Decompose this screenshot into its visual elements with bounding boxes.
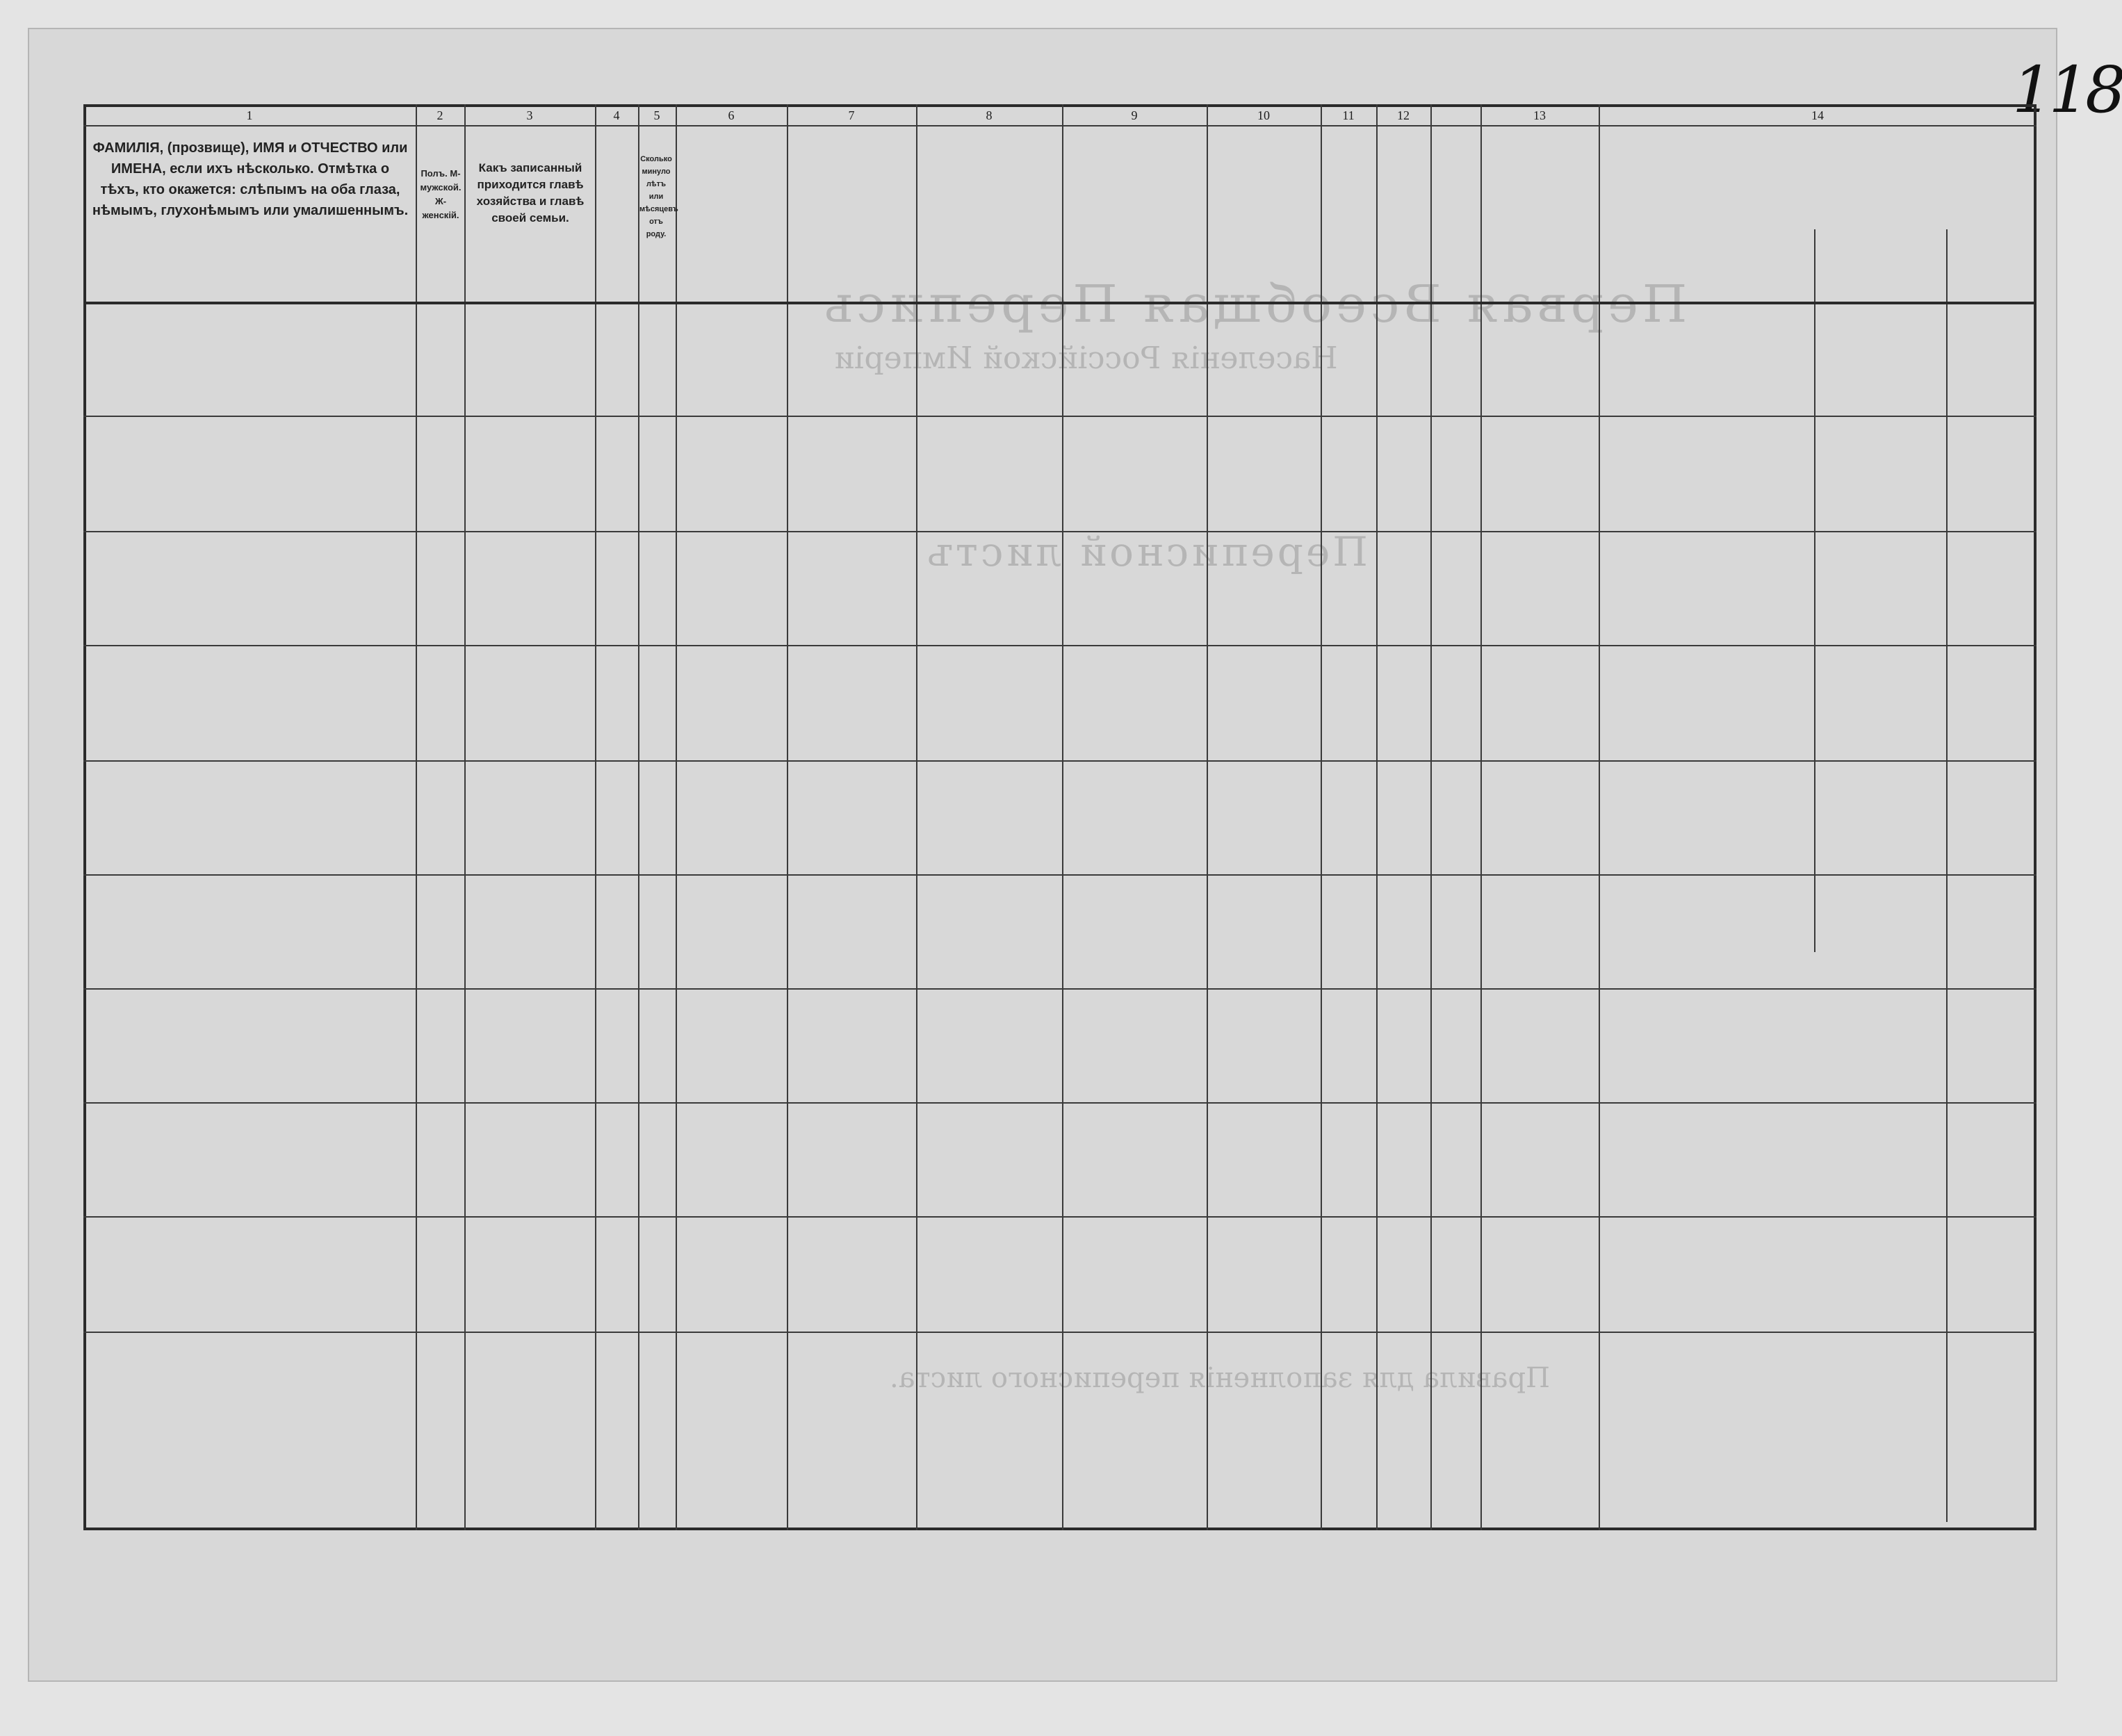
col-4-number: 4 (613, 108, 620, 122)
table-frame (83, 104, 2037, 1530)
col-3-number: 3 (526, 108, 533, 122)
imprint-subtitle: Населенія Россійской Имперіи (834, 341, 1338, 376)
col-6-number: 6 (728, 108, 735, 122)
page-number: 118 (2012, 53, 2122, 127)
col-5-number: 5 (653, 108, 660, 122)
imprint-title: Первая Всеобщая Перепись (820, 275, 1688, 334)
imprint-rules-title: Правила для заполненія переписного листа. (890, 1362, 1551, 1394)
census-table (83, 104, 2037, 1530)
col-13-number: 13 (1533, 108, 1546, 122)
col-2-number: 2 (436, 108, 443, 122)
imprint-form-title: Переписной листъ (924, 528, 1368, 575)
col-1-header: ФАМИЛІЯ, (прозвище), ИМЯ и ОТЧЕСТВО или ИМЕНА, если ихъ нѣсколько. Отмѣтка о тѣхъ, кто окажется: слѣпымъ на оба глаза, нѣмымъ, глухонѣмымъ или умалишеннымъ. (92, 140, 409, 218)
col-2-header: Полъ. М-мужской. Ж-женскій. (420, 168, 462, 220)
census-sheet (28, 28, 2122, 1682)
col-3-header: Какъ записанный приходится главѣ хозяйства и главѣ своей семьи. (476, 161, 585, 224)
col-8-number: 8 (986, 108, 993, 122)
col-7-number: 7 (848, 108, 855, 122)
col-1-number: 1 (246, 108, 253, 122)
col-9-number: 9 (1131, 108, 1138, 122)
col-10-number: 10 (1257, 108, 1270, 122)
col-11-number: 11 (1342, 108, 1355, 122)
col-4-header: Сколько минуло лѣтъ или мѣсяцевъ отъ роду. (639, 155, 678, 238)
col-14-number: 14 (1811, 108, 1824, 122)
col-12-number: 12 (1397, 108, 1410, 122)
